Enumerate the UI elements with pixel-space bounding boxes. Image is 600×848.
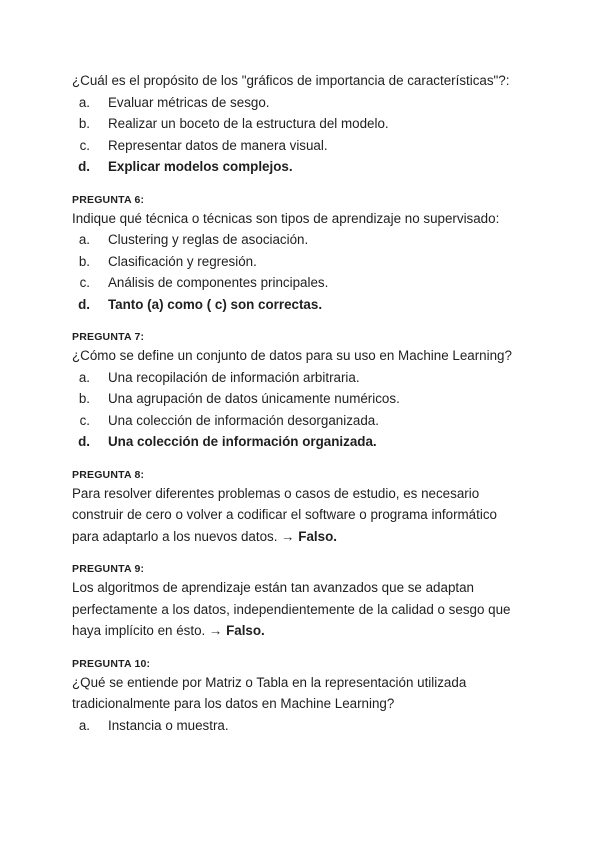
option-c: c. Representar datos de manera visual. xyxy=(79,137,328,153)
options-list xyxy=(72,367,532,453)
question-6 xyxy=(72,192,532,316)
question-line-2: perfectamente a los datos, independientemente de la calidad o sesgo que xyxy=(72,601,511,617)
question-5-continued xyxy=(72,70,532,178)
document-page xyxy=(72,70,532,750)
question-label: PREGUNTA 6: xyxy=(72,193,145,206)
options-list xyxy=(72,92,532,178)
question-label: PREGUNTA 10: xyxy=(72,657,151,670)
option-a: a. Evaluar métricas de sesgo. xyxy=(78,94,270,110)
question-text: ¿Cuál es el propósito de los "gráficos de importancia de características"?: xyxy=(72,73,510,88)
option-d-correct: d. Tanto (a) como ( c) son correctas. xyxy=(78,296,323,312)
question-line-1: Los algoritmos de aprendizaje están tan avanzados que se adaptan xyxy=(72,580,475,595)
answer-text: Falso. xyxy=(226,623,265,638)
question-10 xyxy=(72,656,532,737)
option-b: b. Una agrupación de datos únicamente numéricos. xyxy=(78,391,400,406)
question-line-1: ¿Qué se entiende por Matriz o Tabla en la representación utilizada xyxy=(72,674,467,690)
question-label: PREGUNTA 7: xyxy=(72,331,145,343)
question-7 xyxy=(72,329,532,453)
option-b: b. Realizar un boceto de la estructura del modelo. xyxy=(78,116,389,131)
question-line-2: tradicionalmente para los datos en Machine Learning? xyxy=(72,696,395,711)
options-list xyxy=(72,229,532,315)
question-line-2: construir de cero o volver a codificar el software o programa informático xyxy=(72,507,497,522)
option-a: a. Clustering y reglas de asociación. xyxy=(78,232,309,247)
option-a: a. Instancia o muestra. xyxy=(78,717,229,733)
option-b: b. Clasificación y regresión. xyxy=(78,253,257,269)
options-list xyxy=(72,715,532,737)
option-d-correct: d. Explicar modelos complejos. xyxy=(78,159,293,174)
option-a: a. Una recopilación de información arbitraria. xyxy=(78,369,360,385)
question-label: PREGUNTA 8: xyxy=(72,468,145,481)
question-8 xyxy=(72,467,532,548)
option-c: c. Análisis de componentes principales. xyxy=(79,275,329,290)
question-text: Indique qué técnica o técnicas son tipos de aprendizaje no supervisado: xyxy=(72,210,500,226)
question-9 xyxy=(72,561,532,642)
question-text: ¿Cómo se define un conjunto de datos para su uso en Machine Learning? xyxy=(72,348,512,363)
question-line-1: Para resolver diferentes problemas o casos de estudio, es necesario xyxy=(72,485,480,501)
answer-text: Falso. xyxy=(298,528,337,544)
question-label: PREGUNTA 9: xyxy=(72,563,145,575)
question-line-3: para adaptarlo a los nuevos datos. → Falso. xyxy=(72,528,337,544)
question-line-3: haya implícito en ésto. → Falso. xyxy=(72,623,265,638)
option-d-correct: d. Una colección de información organizada. xyxy=(78,434,377,449)
option-c: c. Una colección de información desorganizada. xyxy=(79,412,379,428)
